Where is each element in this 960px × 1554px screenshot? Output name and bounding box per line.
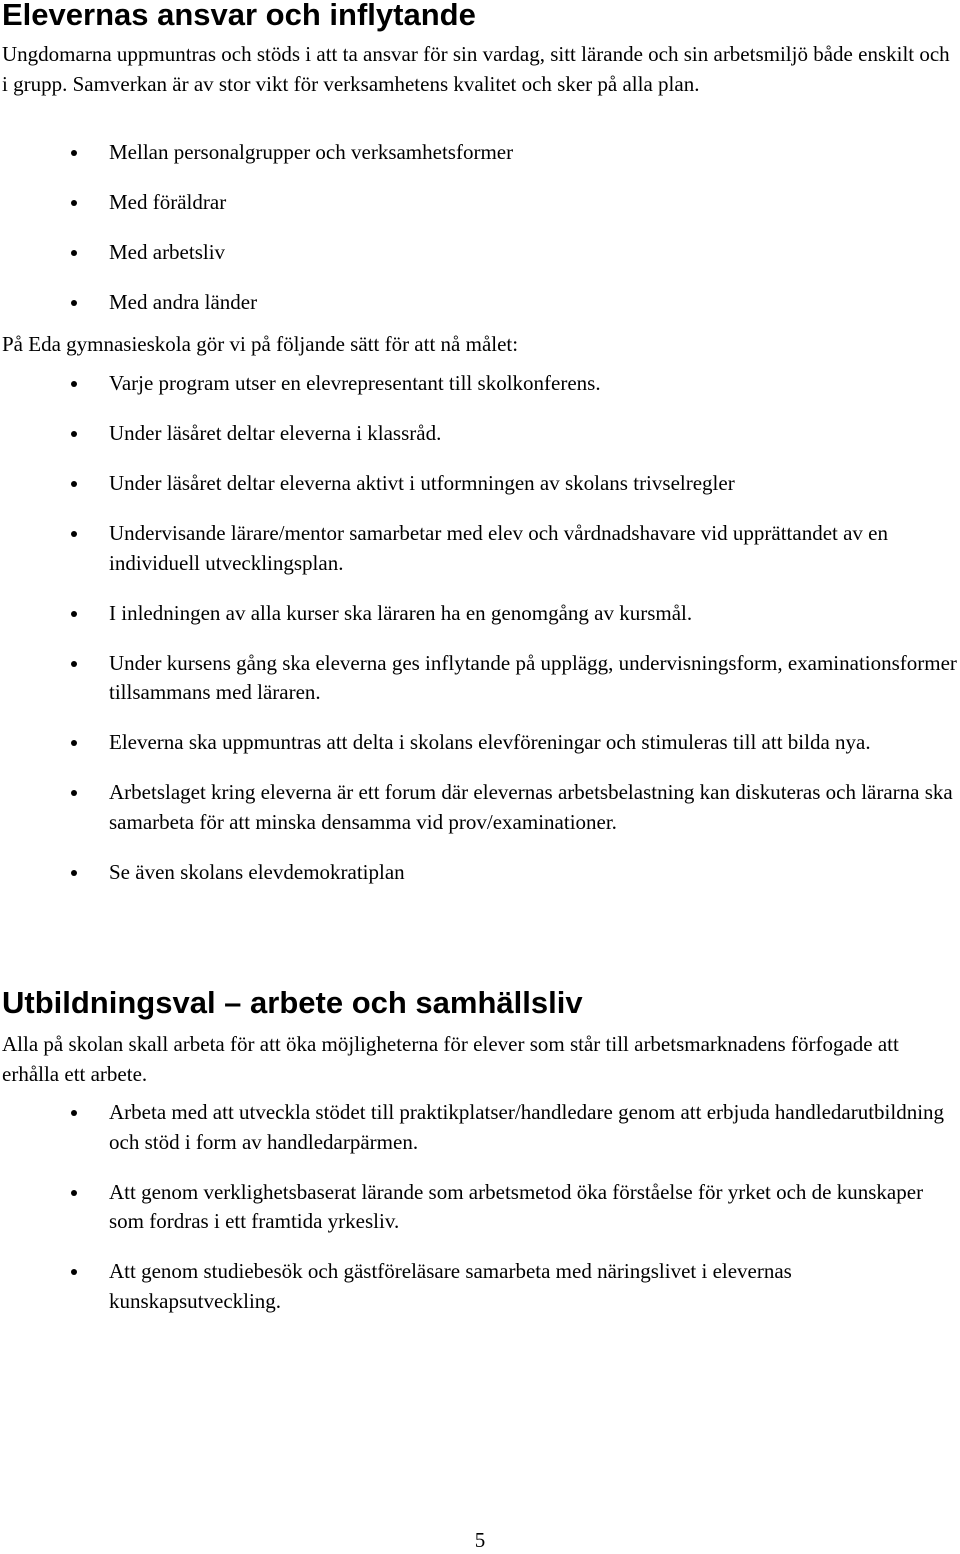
- page-number: 5: [474, 1528, 486, 1552]
- bullet-icon: [71, 200, 77, 206]
- list-item: [0, 288, 959, 318]
- bullet-icon: [71, 300, 77, 306]
- list-item: [0, 599, 959, 629]
- list-item-text: Med föräldrar: [109, 190, 227, 214]
- list-item: [0, 138, 959, 168]
- list-item: [0, 858, 959, 888]
- list-item: [0, 1178, 959, 1237]
- bullet-icon: [71, 531, 77, 537]
- measures-list: [0, 369, 959, 908]
- bullet-icon: [71, 1269, 77, 1275]
- bullet-icon: [71, 150, 77, 156]
- list-item: [0, 188, 959, 218]
- bullet-icon: [71, 1110, 77, 1116]
- bullet-icon: [71, 431, 77, 437]
- bullet-icon: [71, 250, 77, 256]
- list-item-text: Under läsåret deltar eleverna i klassråd.: [109, 421, 442, 445]
- bullet-icon: [71, 1190, 77, 1196]
- list-item: [0, 369, 959, 399]
- lead-paragraph: På Eda gymnasieskola gör vi på följande sätt för att nå målet:: [2, 332, 519, 356]
- bullet-icon: [71, 870, 77, 876]
- list-item: [0, 778, 959, 837]
- list-item: [0, 1257, 959, 1316]
- list-item-text: Med arbetsliv: [109, 240, 226, 264]
- list-item: [0, 419, 959, 449]
- list-item-text: I inledningen av alla kurser ska läraren ha en genomgång av kursmål.: [109, 600, 693, 625]
- list-item-text: Undervisande lärare/mentor samarbetar med elev och vårdnadshavare vid upprättandet av en individuell utvecklingsplan.: [109, 521, 888, 575]
- bullet-icon: [71, 481, 77, 487]
- list-item: [0, 649, 959, 708]
- bullet-icon: [71, 381, 77, 387]
- list-item-text: Att genom studiebesök och gästföreläsare samarbeta med näringslivet i elevernas kunskapsutveckling.: [109, 1259, 792, 1313]
- intro-paragraph: Alla på skolan skall arbeta för att öka möjligheterna för elever som står till arbetsmarknadens förfogade att erhålla ett arbete.: [2, 1032, 899, 1086]
- list-item-text: Under kursens gång ska eleverna ges inflytande på upplägg, undervisningsform, examinationsformer tillsammans med läraren.: [109, 650, 957, 704]
- list-item-text: Arbeta med att utveckla stödet till praktikplatser/handledare genom att erbjuda handledarutbildning och stöd i form av handledarpärmen.: [109, 1100, 945, 1154]
- list-item: [0, 238, 959, 268]
- list-item: [0, 519, 959, 578]
- list-item: [0, 728, 959, 758]
- section-heading-utbildningsval: Utbildningsval – arbete och samhällsliv: [2, 985, 583, 1020]
- section-heading-ansvar: Elevernas ansvar och inflytande: [2, 0, 476, 32]
- list-item-text: Med andra länder: [109, 290, 258, 314]
- list-item-text: Varje program utser en elevrepresentant till skolkonferens.: [109, 371, 601, 395]
- bullet-icon: [71, 611, 77, 617]
- list-item-text: Att genom verklighetsbaserat lärande som arbetsmetod öka förståelse för yrket och de kunskaper som fordras i ett framtida yrkesliv.: [109, 1179, 924, 1233]
- bullet-icon: [71, 661, 77, 667]
- list-item-text: Mellan personalgrupper och verksamhetsformer: [109, 140, 514, 164]
- list-item-text: Arbetslaget kring eleverna är ett forum där elevernas arbetsbelastning kan diskuteras och lärarna ska samarbeta för att minska densamma vid prov/examinationer.: [109, 780, 953, 834]
- list-item-text: Under läsåret deltar eleverna aktivt i utformningen av skolans trivselregler: [109, 471, 735, 495]
- collaboration-list: [0, 138, 959, 338]
- intro-paragraph: Ungdomarna uppmuntras och stöds i att ta ansvar för sin vardag, sitt lärande och sin arbetsmiljö både enskilt och i grupp. Samverkan är av stor vikt för verksamhetens kvalitet och sker på alla plan.: [2, 42, 950, 96]
- employment-list: [0, 1098, 959, 1337]
- list-item: [0, 1098, 959, 1157]
- bullet-icon: [71, 790, 77, 796]
- list-item: [0, 469, 959, 499]
- list-item-text: Se även skolans elevdemokratiplan: [109, 859, 405, 884]
- bullet-icon: [71, 740, 77, 746]
- list-item-text: Eleverna ska uppmuntras att delta i skolans elevföreningar och stimuleras till att bilda nya.: [109, 730, 871, 754]
